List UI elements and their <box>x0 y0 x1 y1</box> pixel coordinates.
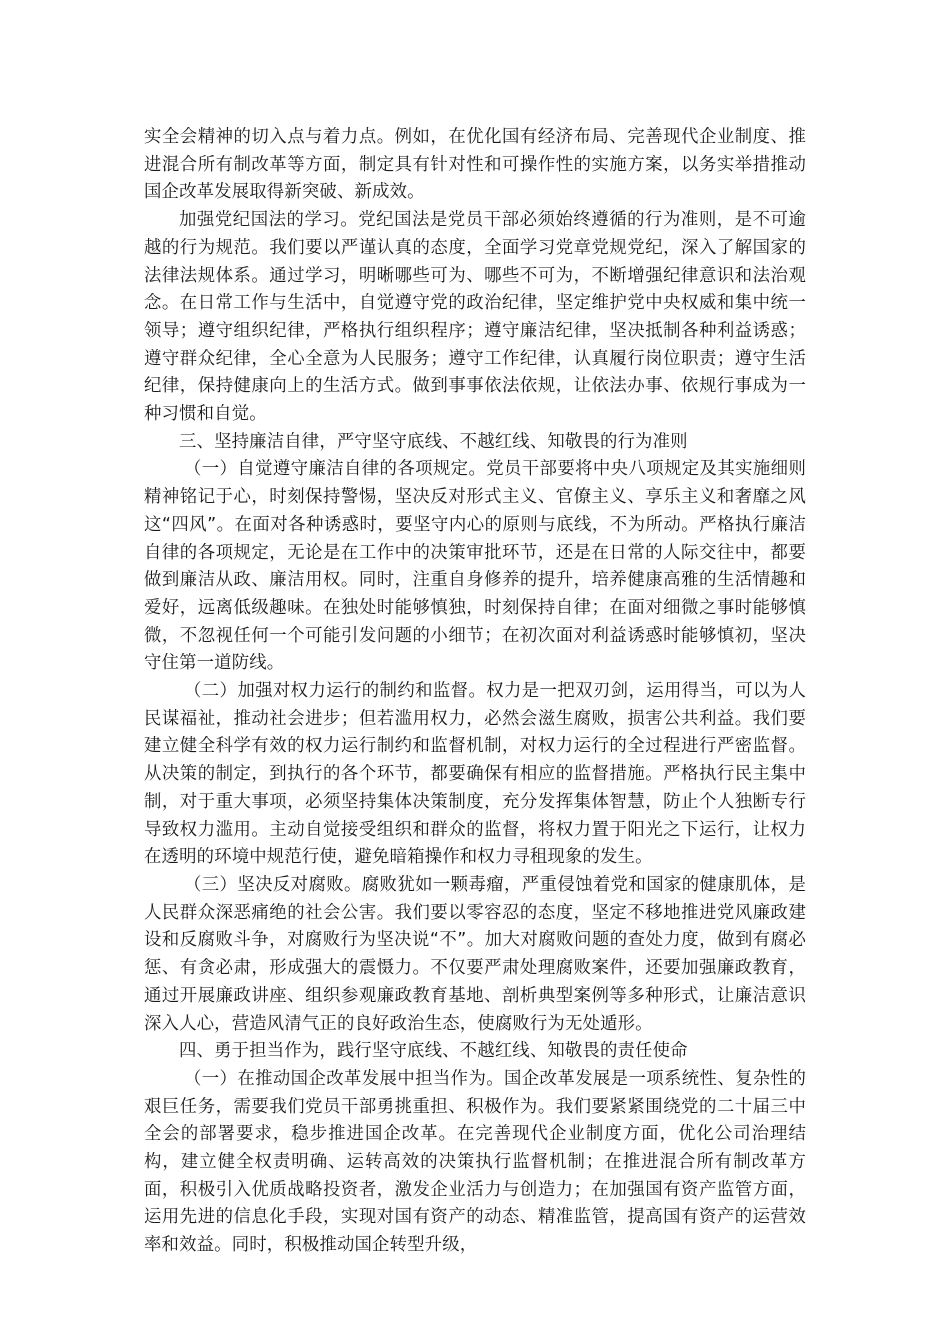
paragraph-3-3: （三）坚决反对腐败。腐败犹如一颗毒瘤，严重侵蚀着党和国家的健康肌体，是人民群众深恶痛绝的社会公害。我们要以零容忍的态度，坚定不移地推进党风廉政建设和反腐败斗争，对腐败行为坚决说“不”。加大对腐败问题的查处力度，做到有腐必惩、有贪必肃，形成强大的震慑力。不仅要严肃处理腐败案件，还要加强廉政教育，通过开展廉政讲座、组织参观廉政教育基地、剖析典型案例等多种形式，让廉洁意识深入人心，营造风清气正的良好政治生态，使腐败行为无处遁形。 <box>144 874 806 1034</box>
paragraph-3-2: （二）加强对权力运行的制约和监督。权力是一把双刃剑，运用得当，可以为人民谋福祉，推动社会进步；但若滥用权力，必然会滋生腐败，损害公共利益。我们要建立健全科学有效的权力运行制约和监督机制，对权力运行的全过程进行严密监督。从决策的制定，到执行的各个环节，都要确保有相应的监督措施。严格执行民主集中制，对于重大事项，必须坚持集体决策制度，充分发挥集体智慧，防止个人独断专行导致权力滥用。主动自觉接受组织和群众的监督，将权力置于阳光之下运行，让权力在透明的环境中规范行使，避免暗箱操作和权力寻租现象的发生。 <box>144 681 806 868</box>
paragraph-3-1: （一）自觉遵守廉洁自律的各项规定。党员干部要将中央八项规定及其实施细则精神铭记于心，时刻保持警惕，坚决反对形式主义、官僚主义、享乐主义和奢靡之风这“四风”。在面对各种诱惑时，要坚守内心的原则与底线，不为所动。严格执行廉洁自律的各项规定，无论是在工作中的决策审批环节，还是在日常的人际交往中，都要做到廉洁从政、廉洁用权。同时，注重自身修养的提升，培养健康高雅的生活情趣和爱好，远离低级趣味。在独处时能够慎独，时刻保持自律；在面对细微之事时能够慎微，不忽视任何一个可能引发问题的小细节；在初次面对利益诱惑时能够慎初，坚决守住第一道防线。 <box>144 459 806 674</box>
paragraph-party-discipline-study: 加强党纪国法的学习。党纪国法是党员干部必须始终遵循的行为准则，是不可逾越的行为规范。我们要以严谨认真的态度，全面学习党章党规党纪，深入了解国家的法律法规体系。通过学习，明晰哪些可为、哪些不可为，不断增强纪律意识和法治观念。在日常工作与生活中，自觉遵守党的政治纪律，坚定维护党中央权威和集中统一领导；遵守组织纪律，严格执行组织程序；遵守廉洁纪律，坚决抵制各种利益诱惑；遵守群众纪律，全心全意为人民服务；遵守工作纪律，认真履行岗位职责；遵守生活纪律，保持健康向上的生活方式。做到事事依法依规，让依法办事、依规行事成为一种习惯和自觉。 <box>144 210 806 425</box>
section-heading-3: 三、坚持廉洁自律，严守坚守底线、不越红线、知敬畏的行为准则 <box>179 431 688 452</box>
document-page <box>144 124 806 1260</box>
paragraph-continuation: 实全会精神的切入点与着力点。例如，在优化国有经济布局、完善现代企业制度、推进混合所有制改革等方面，制定具有针对性和可操作性的实施方案，以务实举措推动国企改革发展取得新突破、新成效。 <box>144 127 806 203</box>
section-heading-4: 四、勇于担当作为，践行坚守底线、不越红线、知敬畏的责任使命 <box>179 1041 688 1062</box>
paragraph-4-1: （一）在推动国企改革发展中担当作为。国企改革发展是一项系统性、复杂性的艰巨任务，需要我们党员干部勇挑重担、积极作为。我们要紧紧围绕党的二十届三中全会的部署要求，稳步推进国企改革。在完善现代企业制度方面，优化公司治理结构，建立健全权责明确、运转高效的决策执行监督机制；在推进混合所有制改革方面，积极引入优质战略投资者，激发企业活力与创造力；在加强国有资产监管方面，运用先进的信息化手段，实现对国有资产的动态、精准监管，提高国有资产的运营效率和效益。同时，积极推动国企转型升级， <box>144 1068 806 1256</box>
